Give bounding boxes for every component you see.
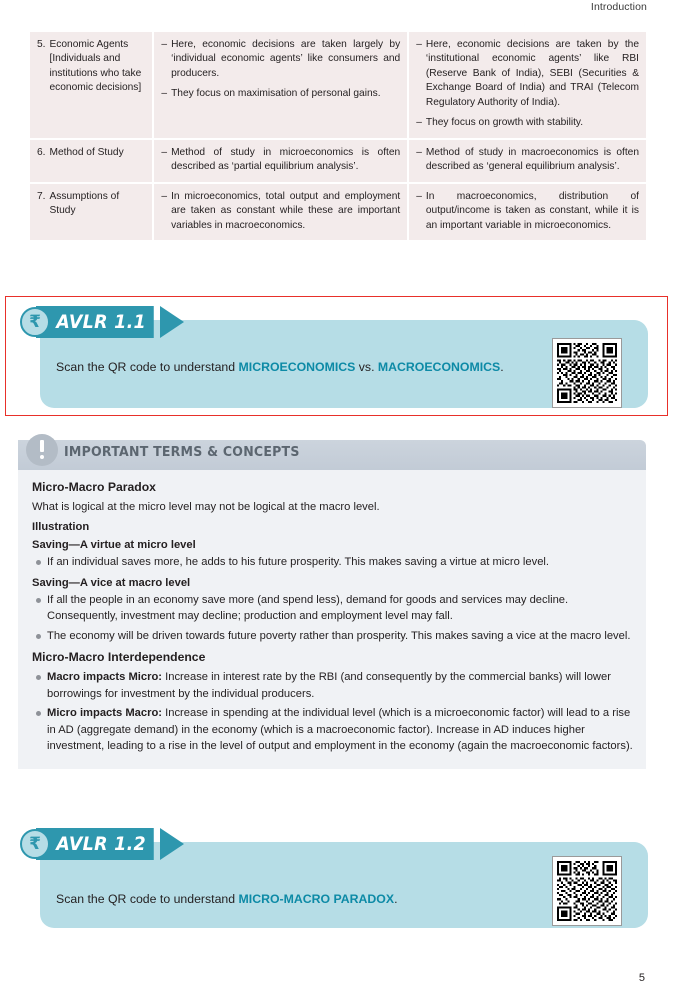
cell-text: In microeconomics, total output and employment are taken as constant while these are important variables in macroeconomics.: [171, 190, 401, 231]
bullet-icon: [36, 598, 41, 603]
dash-marker: –: [416, 117, 422, 129]
table-row: [30, 140, 646, 182]
dash-marker: –: [416, 39, 422, 50]
terms-subheading-virtue: Saving—A virtue at micro level: [32, 539, 196, 552]
bullet-icon: [36, 675, 41, 680]
dash-marker: –: [416, 146, 422, 158]
dash-marker: –: [161, 146, 168, 158]
bullet-icon: [36, 560, 41, 565]
important-terms-title: IMPORTANT TERMS & CONCEPTS: [64, 445, 300, 460]
bullet-icon: [36, 711, 41, 716]
list-item-lead: Micro impacts Macro:: [47, 707, 163, 720]
list-item-text: If all the people in an economy save more (and spend less), demand for goods and services may decline. Consequently, investment may decline; production and employment level may fall.: [47, 593, 569, 623]
avlr-tag-label: AVLR 1.2: [36, 828, 153, 860]
avlr-text-prefix: Scan the QR code to understand: [56, 360, 239, 374]
important-terms-panel: [18, 440, 646, 769]
table-cell-macro: [409, 32, 646, 138]
dash-marker: –: [416, 190, 422, 202]
rupee-icon: ₹: [20, 307, 50, 337]
running-head: Introduction: [590, 1, 647, 13]
avlr-text-prefix: Scan the QR code to understand: [56, 892, 239, 906]
bullet-icon: [36, 634, 41, 639]
dash-marker: –: [161, 88, 168, 100]
table-cell-label: [30, 32, 152, 138]
avlr-text-suffix: .: [394, 892, 398, 906]
row-label: Method of Study: [49, 146, 124, 158]
row-number: 5.: [37, 39, 46, 50]
list-item: [36, 592, 634, 625]
list-item-body: Increase in interest rate by the RBI (and consequently by the commercial banks) will lower borrowings for investment by the individual producers.: [47, 671, 611, 700]
list-item-body: Increase in spending at the individual level (which is a microeconomic factor) will lead to a rise in AD (aggregate demand) in the economy (which is a macroeconomic factor). Increase in AD induces higher investment, leading to a rise in the level of output and employment in the economy (again the macroeconomic factors).: [47, 707, 633, 753]
cell-text: They focus on growth with stability.: [425, 117, 584, 129]
avlr-instruction-2: [56, 890, 536, 909]
cell-text: Method of study in microeconomics is often described as ‘partial equilibrium analysis’.: [171, 146, 401, 173]
cell-text: In macroeconomics, distribution of output/income is taken as constant, while it is an important variable in microeconomics.: [425, 190, 639, 231]
avlr-text-mid: vs.: [355, 360, 378, 374]
row-label: Economic Agents [Individuals and institutions who take economic decisions]: [49, 39, 142, 94]
dash-marker: –: [161, 39, 168, 50]
important-terms-header: [18, 440, 646, 470]
cell-text: Here, economic decisions are taken by the ‘institutional economic agents’ like RBI (Reserve Bank of India), SEBI (Securities & Exchange Board of India) and TRAI (Telecom Regulatory Authority of India).: [425, 39, 639, 108]
arrow-right-icon: [160, 306, 184, 338]
exclamation-icon: [26, 434, 58, 466]
list-item-text: The economy will be driven towards future poverty rather than prosperity. This makes saving a vice at the macro level.: [47, 629, 631, 642]
row-number: 6.: [37, 146, 46, 158]
table-row: [30, 184, 646, 240]
table-cell-macro: [409, 184, 646, 240]
terms-paragraph-paradox: What is logical at the micro level may not be logical at the macro level.: [32, 501, 380, 514]
terms-subheading-vice: Saving—A vice at macro level: [32, 576, 191, 589]
list-item-lead: Macro impacts Micro:: [47, 671, 163, 684]
avlr-tag-2: [36, 828, 184, 860]
terms-heading-interdependence: Micro-Macro Interdependence: [32, 650, 206, 665]
list-item: [36, 628, 634, 644]
dash-marker: –: [161, 190, 168, 202]
avlr-tag-label: AVLR 1.1: [36, 306, 153, 338]
qr-code-1[interactable]: [552, 338, 622, 408]
row-number: 7.: [37, 190, 46, 202]
row-label: Assumptions of Study: [49, 190, 120, 217]
arrow-right-icon: [160, 828, 184, 860]
list-item-text: [47, 669, 634, 702]
page-number: 5: [638, 972, 645, 984]
avlr-highlight-paradox: MICRO-MACRO PARADOX: [238, 892, 395, 906]
table-cell-macro: [409, 140, 646, 182]
qr-code-2[interactable]: [552, 856, 622, 926]
cell-text: They focus on maximisation of personal gains.: [171, 88, 381, 100]
avlr-highlight-micro: MICROECONOMICS: [238, 360, 356, 374]
avlr-tag-1: [36, 306, 184, 338]
cell-text: Method of study in macroeconomics is often described as ‘general equilibrium analysis’.: [425, 146, 639, 173]
table-cell-micro: [154, 184, 407, 240]
avlr-highlight-macro: MACROECONOMICS: [377, 360, 501, 374]
list-item-text: If an individual saves more, he adds to his future prosperity. This makes saving a virtue at micro level.: [47, 556, 550, 569]
list-item: [36, 669, 634, 702]
micro-macro-comparison-table: [28, 30, 648, 242]
table-cell-micro: [154, 140, 407, 182]
important-terms-body: [18, 470, 646, 769]
terms-heading-paradox: Micro-Macro Paradox: [32, 480, 156, 494]
list-item-text: [47, 705, 634, 754]
avlr-instruction-1: [56, 358, 536, 377]
table-row: [30, 32, 646, 138]
terms-label-illustration: Illustration: [32, 521, 90, 534]
cell-text: Here, economic decisions are taken largely by ‘individual economic agents’ like consumers and producers.: [171, 39, 401, 79]
table-cell-micro: [154, 32, 407, 138]
table-cell-label: [30, 140, 152, 182]
avlr-text-suffix: .: [500, 360, 504, 374]
list-item: [36, 705, 634, 754]
list-item: [36, 554, 634, 570]
table-cell-label: [30, 184, 152, 240]
rupee-icon: ₹: [20, 829, 50, 859]
